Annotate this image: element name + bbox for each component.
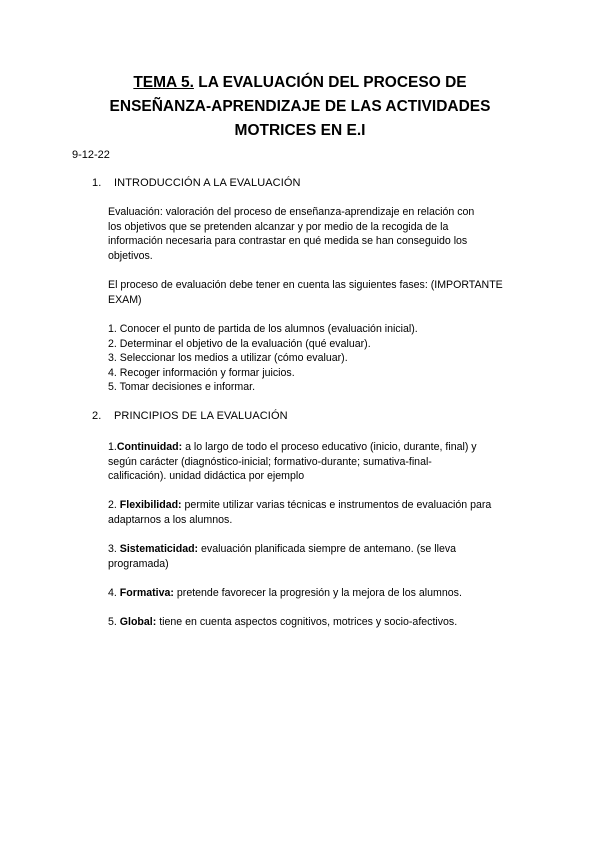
section-1-number: 1. — [92, 177, 102, 189]
title-line-1 — [60, 71, 540, 95]
section-2-number: 2. — [92, 410, 102, 422]
principle-line — [108, 498, 528, 513]
phase-item: 5. Tomar decisiones e informar. — [108, 381, 256, 394]
document-title — [60, 71, 540, 143]
date: 9-12-22 — [72, 149, 110, 161]
principle-number: 2. — [108, 499, 120, 511]
principle-line: adaptarnos a los alumnos. — [108, 513, 233, 526]
principle-term: Global: — [119, 616, 157, 628]
principle-text: permite utilizar varias técnicas e instrumentos de evaluación para — [181, 499, 492, 511]
principle-term: Flexibilidad: — [119, 499, 182, 511]
principle-line: calificación). unidad didáctica por ejemplo — [108, 470, 305, 483]
principle-text: evaluación planificada siempre de antemano. (se lleva — [198, 543, 457, 555]
evaluation-definition — [108, 205, 528, 263]
phases-list — [108, 322, 528, 395]
principle-flexibilidad — [108, 498, 528, 527]
title-line-2: ENSEÑANZA-APRENDIZAJE DE LAS ACTIVIDADES — [109, 98, 491, 115]
definition-line: objetivos. — [108, 249, 153, 262]
principle-global — [108, 615, 528, 630]
phase-item: 3. Seleccionar los medios a utilizar (cómo evaluar). — [108, 352, 348, 365]
principle-term: Continuidad: — [116, 441, 183, 453]
title-line-1-rest: LA EVALUACIÓN DEL PROCESO DE — [193, 74, 467, 91]
principle-text: pretende favorecer la progresión y la mejora de los alumnos. — [173, 587, 462, 599]
phases-intro-line: El proceso de evaluación debe tener en cuenta las siguientes fases: (IMPORTANTE — [108, 279, 503, 291]
principle-line — [108, 586, 528, 601]
definition-line: los objetivos que se pretenden alcanzar y por medio de la recogida de la — [108, 220, 449, 233]
principle-term: Formativa: — [119, 587, 174, 599]
principle-number: 5. — [108, 616, 120, 628]
phases-intro-line: EXAM) — [108, 293, 142, 306]
principle-number: 1. — [108, 441, 117, 453]
definition-line: información necesaria para contrastar en qué medida se han conseguido los — [108, 235, 468, 248]
definition-line: Evaluación: valoración del proceso de enseñanza-aprendizaje en relación con — [108, 206, 475, 218]
phases-intro — [108, 278, 528, 307]
phase-item: 2. Determinar el objetivo de la evaluación (qué evaluar). — [108, 337, 371, 350]
section-2-title: PRINCIPIOS DE LA EVALUACIÓN — [114, 410, 288, 422]
principle-text: tiene en cuenta aspectos cognitivos, motrices y socio-afectivos. — [156, 616, 458, 628]
section-1-heading — [92, 177, 301, 189]
principle-line — [108, 542, 528, 557]
section-2-heading — [92, 410, 288, 422]
principle-number: 3. — [108, 543, 120, 555]
phase-item: 1. Conocer el punto de partida de los alumnos (evaluación inicial). — [108, 323, 418, 335]
section-1-title: INTRODUCCIÓN A LA EVALUACIÓN — [114, 177, 301, 189]
principle-continuidad — [108, 440, 528, 484]
principle-sistematicidad — [108, 542, 528, 571]
title-prefix: TEMA 5. — [133, 74, 194, 91]
principle-line: programada) — [108, 557, 169, 570]
principle-line: según carácter (diagnóstico-inicial; formativo-durante; sumativa-final- — [108, 455, 432, 468]
title-line-3: MOTRICES EN E.I — [234, 122, 366, 139]
phase-item: 4. Recoger información y formar juicios. — [108, 366, 295, 379]
principle-formativa — [108, 586, 528, 601]
principle-number: 4. — [108, 587, 120, 599]
principle-term: Sistematicidad: — [119, 543, 199, 555]
principle-text: a lo largo de todo el proceso educativo (inicio, durante, final) y — [182, 441, 477, 453]
principle-line — [108, 615, 528, 630]
principle-line — [108, 440, 528, 455]
